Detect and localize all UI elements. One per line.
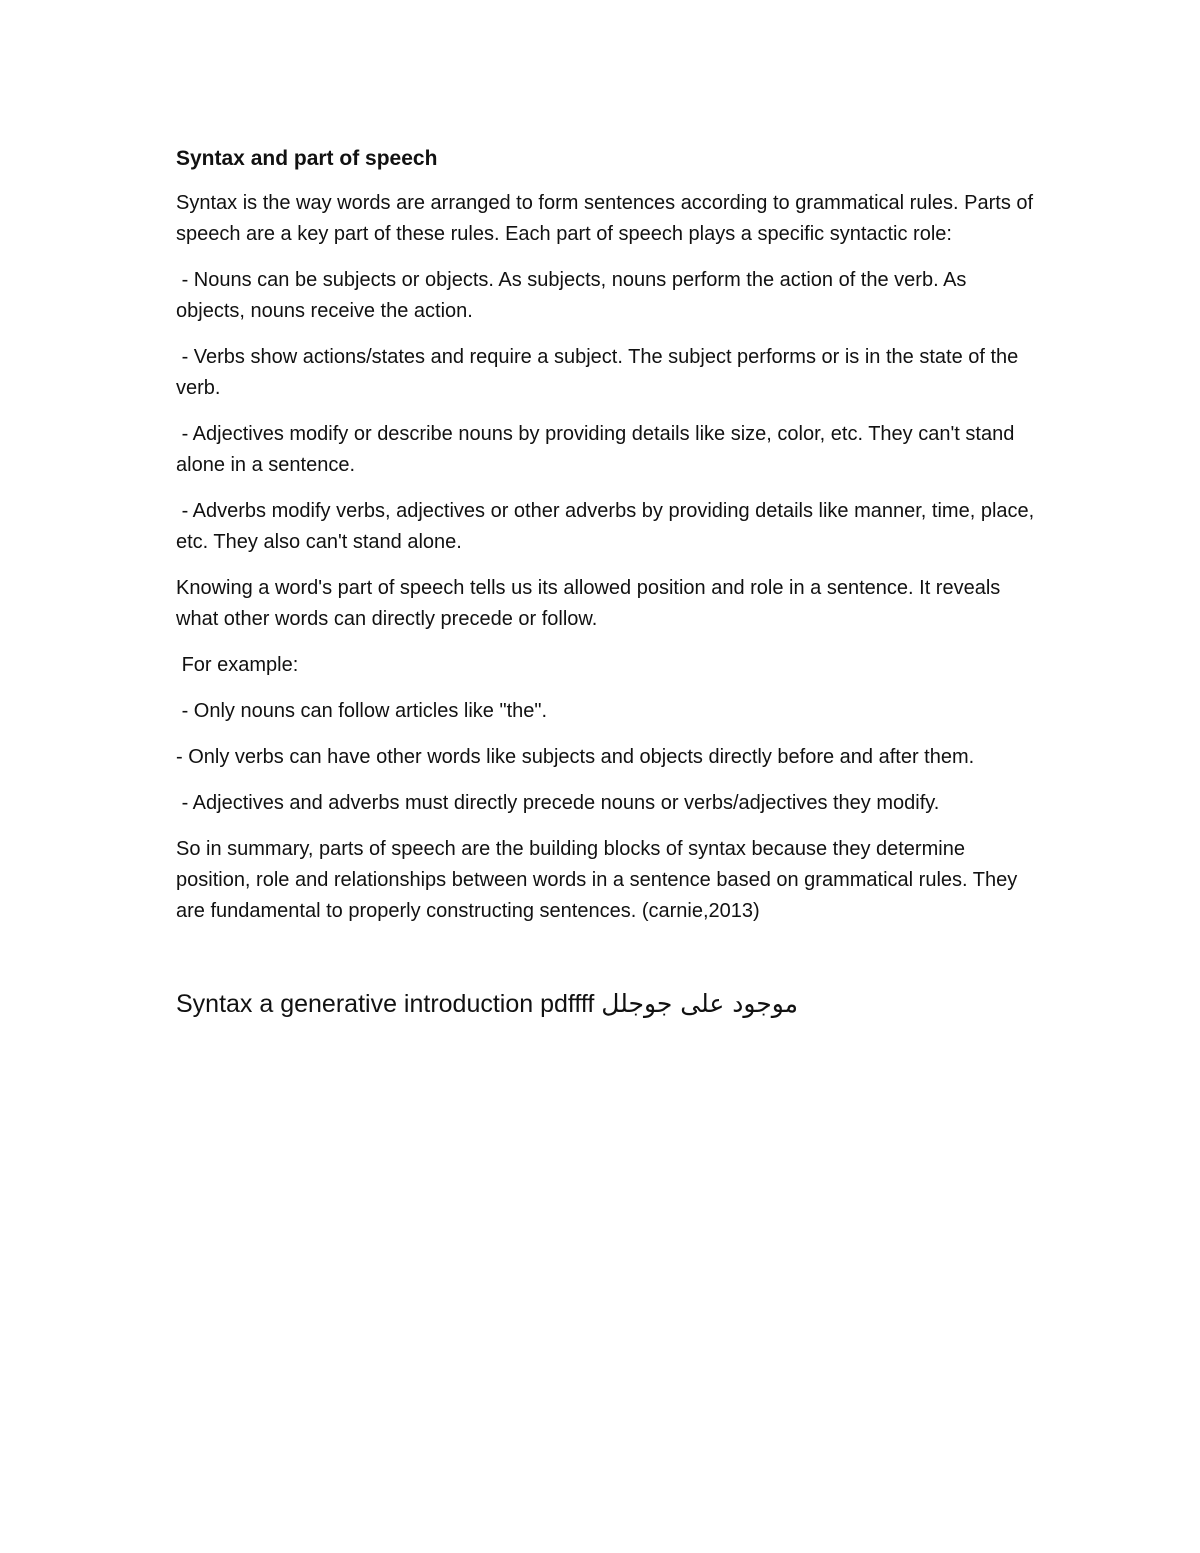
- paragraph-intro: Syntax is the way words are arranged to form sentences according to grammatical rules. Parts of speech are a key part of these rules. Each part of speech plays a specific syntactic role:: [176, 192, 1039, 245]
- paragraph-example-nouns: - Only nouns can follow articles like "the".: [176, 700, 548, 722]
- paragraph-example-adjectives: - Adjectives and adverbs must directly precede nouns or verbs/adjectives they modify.: [176, 792, 940, 814]
- paragraph-summary: So in summary, parts of speech are the building blocks of syntax because they determine position, role and relationships between words in a sentence based on grammatical rules. They are fundamental to properly constructing sentences. (carnie,2013): [176, 838, 1023, 922]
- footer-latin-text: Syntax a generative introduction pdffff: [176, 990, 602, 1018]
- document-body: [176, 142, 1040, 1024]
- paragraph-verbs: - Verbs show actions/states and require a subject. The subject performs or is in the state of the verb.: [176, 346, 1024, 399]
- paragraph-for-example: For example:: [176, 654, 299, 676]
- paragraph-nouns: - Nouns can be subjects or objects. As subjects, nouns perform the action of the verb. As objects, nouns receive the action.: [176, 269, 972, 322]
- paragraph-adverbs: - Adverbs modify verbs, adjectives or other adverbs by providing details like manner, time, place, etc. They also can't stand alone.: [176, 500, 1040, 553]
- paragraph-example-verbs: - Only verbs can have other words like subjects and objects directly before and after them.: [176, 746, 975, 768]
- paragraph-adjectives: - Adjectives modify or describe nouns by providing details like size, color, etc. They can't stand alone in a sentence.: [176, 423, 1020, 476]
- document-title: Syntax and part of speech: [176, 147, 438, 170]
- footer-note: [176, 984, 1036, 1024]
- paragraph-knowing: Knowing a word's part of speech tells us its allowed position and role in a sentence. It reveals what other words can directly precede or follow.: [176, 577, 1006, 630]
- footer-arabic-text: موجود على جوجلل: [601, 989, 799, 1018]
